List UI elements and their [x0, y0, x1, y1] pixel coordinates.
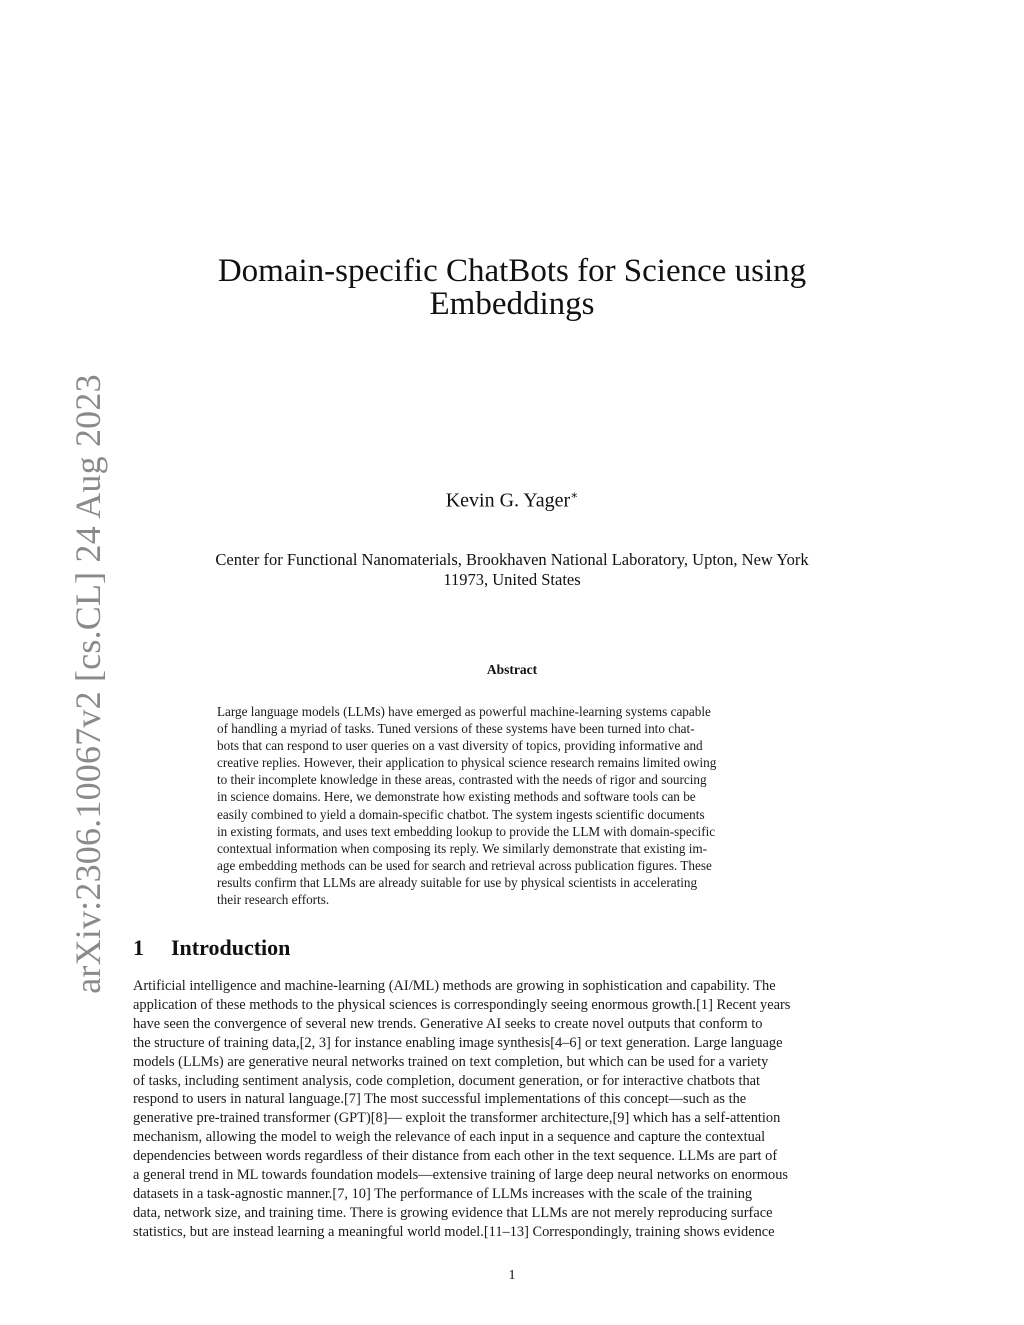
body-line: models (LLMs) are generative neural networks trained on text completion, but which can be used for a variety	[133, 1053, 769, 1070]
abstract-line: their research efforts.	[217, 892, 330, 908]
author-affiliation	[140, 550, 884, 590]
abstract-line: Large language models (LLMs) have emerged as powerful machine-learning systems capable	[217, 704, 711, 719]
abstract-heading: Abstract	[486, 662, 538, 677]
introduction-body	[133, 977, 893, 1242]
abstract-line: age embedding methods can be used for search and retrieval across publication figures. These	[217, 857, 712, 873]
body-line: respond to users in natural language.[7] The most successful implementations of this concept—such as the	[133, 1091, 747, 1108]
abstract-line: creative replies. However, their application to physical science research remains limited owing	[217, 755, 717, 771]
section-heading-introduction	[133, 935, 290, 961]
author-footnote-mark: ∗	[570, 488, 579, 502]
body-line: Artificial intelligence and machine-learning (AI/ML) methods are growing in sophistication and capability. The	[133, 978, 776, 994]
affiliation-line: Center for Functional Nanomaterials, Brookhaven National Laboratory, Upton, New York	[215, 550, 809, 569]
paper-title-line: Embeddings	[429, 286, 595, 322]
body-line: have seen the convergence of several new trends. Generative AI seeks to create novel outputs that conform to	[133, 1015, 763, 1032]
arxiv-identifier-stamp: arXiv:2306.10067v2 [cs.CL] 24 Aug 2023	[68, 374, 108, 994]
abstract-line: in existing formats, and uses text embedding lookup to provide the LLM with domain-specific	[217, 823, 716, 839]
body-line: data, network size, and training time. There is growing evidence that LLMs are not merely reproducing surface	[133, 1204, 773, 1221]
abstract-line: results confirm that LLMs are already suitable for use by physical scientists in accelerating	[217, 874, 698, 890]
body-line: application of these methods to the physical sciences is correspondingly seeing enormous growth.[1] Recent years	[133, 996, 791, 1013]
abstract-line: to their incomplete knowledge in these areas, contrasted with the needs of rigor and sourcing	[217, 772, 707, 788]
body-line: dependencies between words regardless of their distance from each other in the text sequence. LLMs are part of	[133, 1148, 778, 1165]
paper-title	[140, 255, 884, 321]
body-line: the structure of training data,[2, 3] for instance enabling image synthesis[4–6] or text generation. Large language	[133, 1034, 783, 1051]
section-title: Introduction	[171, 935, 291, 960]
author-block	[140, 488, 884, 513]
body-line: generative pre-trained transformer (GPT)[8]— exploit the transformer architecture,[9] which has a self-attention	[133, 1110, 781, 1127]
abstract-body	[217, 703, 809, 908]
abstract-line: in science domains. Here, we demonstrate how existing methods and software tools can be	[217, 789, 696, 805]
abstract-line: contextual information when composing its reply. We similarly demonstrate that existing im-	[217, 840, 708, 856]
abstract-line: of handling a myriad of tasks. Tuned versions of these systems have been turned into chat-	[217, 721, 695, 737]
body-line: a general trend in ML towards foundation models—extensive training of large deep neural networks on enormous	[133, 1167, 788, 1184]
author-name: Kevin G. Yager	[445, 489, 571, 512]
body-line: datasets in a task-agnostic manner.[7, 10] The performance of LLMs increases with the scale of the training	[133, 1185, 753, 1202]
affiliation-line: 11973, United States	[443, 570, 581, 589]
body-line: statistics, but are instead learning a meaningful world model.[11–13] Correspondingly, training shows evidence	[133, 1223, 775, 1240]
body-line: mechanism, allowing the model to weigh the relevance of each input in a sequence and capture the contextual	[133, 1129, 766, 1146]
section-number: 1	[133, 935, 144, 960]
page-number: 1	[508, 1268, 516, 1283]
paper-title-line: Domain-specific ChatBots for Science using	[217, 253, 807, 289]
abstract-line: easily combined to yield a domain-specific chatbot. The system ingests scientific documents	[217, 806, 705, 822]
abstract-line: bots that can respond to user queries on a vast diversity of topics, providing informative and	[217, 738, 703, 754]
body-line: of tasks, including sentiment analysis, code completion, document generation, or for interactive chatbots that	[133, 1072, 761, 1089]
